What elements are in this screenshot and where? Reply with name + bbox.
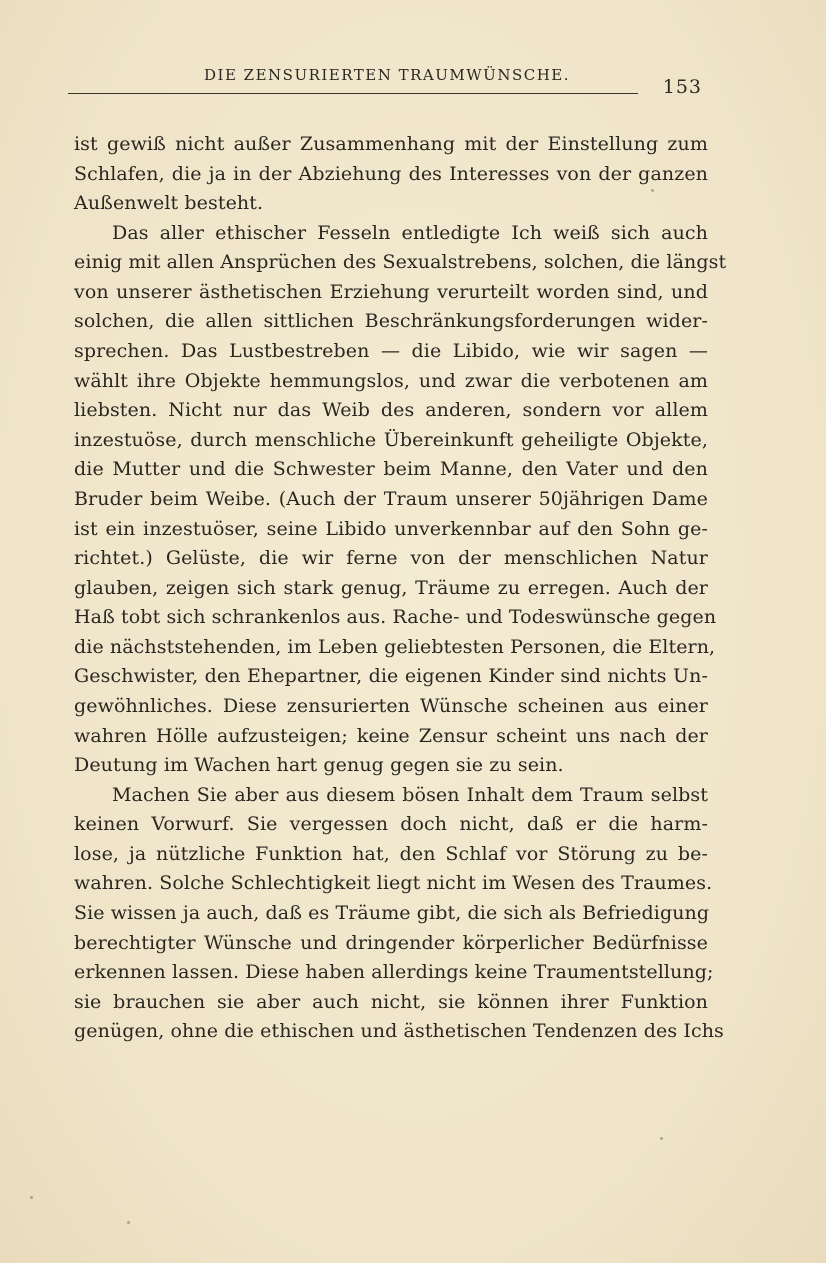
header-rule [68,93,638,94]
text-line: einig mit allen Ansprüchen des Sexualstrebens, solchen, die längst [74,251,727,274]
text-line: berechtigter Wünsche und dringender körperlicher Bedürfnisse [74,931,708,954]
running-head: DIE ZENSURIERTEN TRAUMWÜNSCHE. [204,66,570,84]
text-line: solchen, die allen sittlichen Beschränkungsforderungen wider- [74,310,708,333]
text-line: Schlafen, die ja in der Abziehung des Interesses von der ganzen [74,162,708,185]
body-text [74,130,727,1047]
text-line: genügen, ohne die ethischen und ästhetischen Tendenzen des Ichs [74,1020,724,1043]
text-line: erkennen lassen. Diese haben allerdings keine Traumentstellung; [74,961,714,984]
text-line: keinen Vorwurf. Sie vergessen doch nicht, daß er die harm- [74,813,708,836]
text-line: Geschwister, den Ehepartner, die eigenen Kinder sind nichts Un- [74,665,708,688]
text-line: wahren. Solche Schlechtigkeit liegt nicht im Wesen des Traumes. [74,872,713,895]
text-line: Haß tobt sich schrankenlos aus. Rache- und Todeswünsche gegen [74,606,717,629]
paper-speck [651,189,654,192]
text-line: Deutung im Wachen hart genug gegen sie zu sein. [74,754,564,777]
text-line: liebsten. Nicht nur das Weib des anderen, sondern vor allem [74,399,708,422]
paper-speck [127,1221,130,1224]
page-header [68,62,706,102]
text-line: richtet.) Gelüste, die wir ferne von der menschlichen Natur [74,547,708,570]
text-line: Sie wissen ja auch, daß es Träume gibt, die sich als Befriedigung [74,902,710,925]
paper-speck [30,1196,33,1199]
text-line: wahren Hölle aufzusteigen; keine Zensur scheint uns nach der [74,724,708,747]
text-line: gewöhnliches. Diese zensurierten Wünsche scheinen aus einer [74,694,708,717]
text-line: wählt ihre Objekte hemmungslos, und zwar die verbotenen am [74,369,708,392]
text-line: sprechen. Das Lustbestreben — die Libido, wie wir sagen — [74,340,708,363]
text-line: Bruder beim Weibe. (Auch der Traum unserer 50jährigen Dame [74,487,708,510]
text-line: die nächststehenden, im Leben geliebtesten Personen, die Eltern, [74,635,716,658]
text-line: inzestuöse, durch menschliche Übereinkunft geheiligte Objekte, [74,428,708,451]
text-line: ist ein inzestuöser, seine Libido unverkennbar auf den Sohn ge- [74,517,708,540]
text-line: Das aller ethischer Fesseln entledigte Ich weiß sich auch [112,221,708,244]
text-line: Außenwelt besteht. [74,192,264,215]
text-line: ist gewiß nicht außer Zusammenhang mit der Einstellung zum [74,133,708,155]
text-line: Machen Sie aber aus diesem bösen Inhalt dem Traum selbst [112,783,708,806]
page-number: 153 [662,76,702,98]
text-line: glauben, zeigen sich stark genug, Träume zu erregen. Auch der [74,576,708,599]
paper-speck [660,1137,663,1140]
text-line: lose, ja nützliche Funktion hat, den Schlaf vor Störung zu be- [74,842,708,865]
text-line: sie brauchen sie aber auch nicht, sie können ihrer Funktion [74,990,708,1013]
text-line: von unserer ästhetischen Erziehung verurteilt worden sind, und [74,280,708,303]
text-line: die Mutter und die Schwester beim Manne, den Vater und den [74,458,708,481]
